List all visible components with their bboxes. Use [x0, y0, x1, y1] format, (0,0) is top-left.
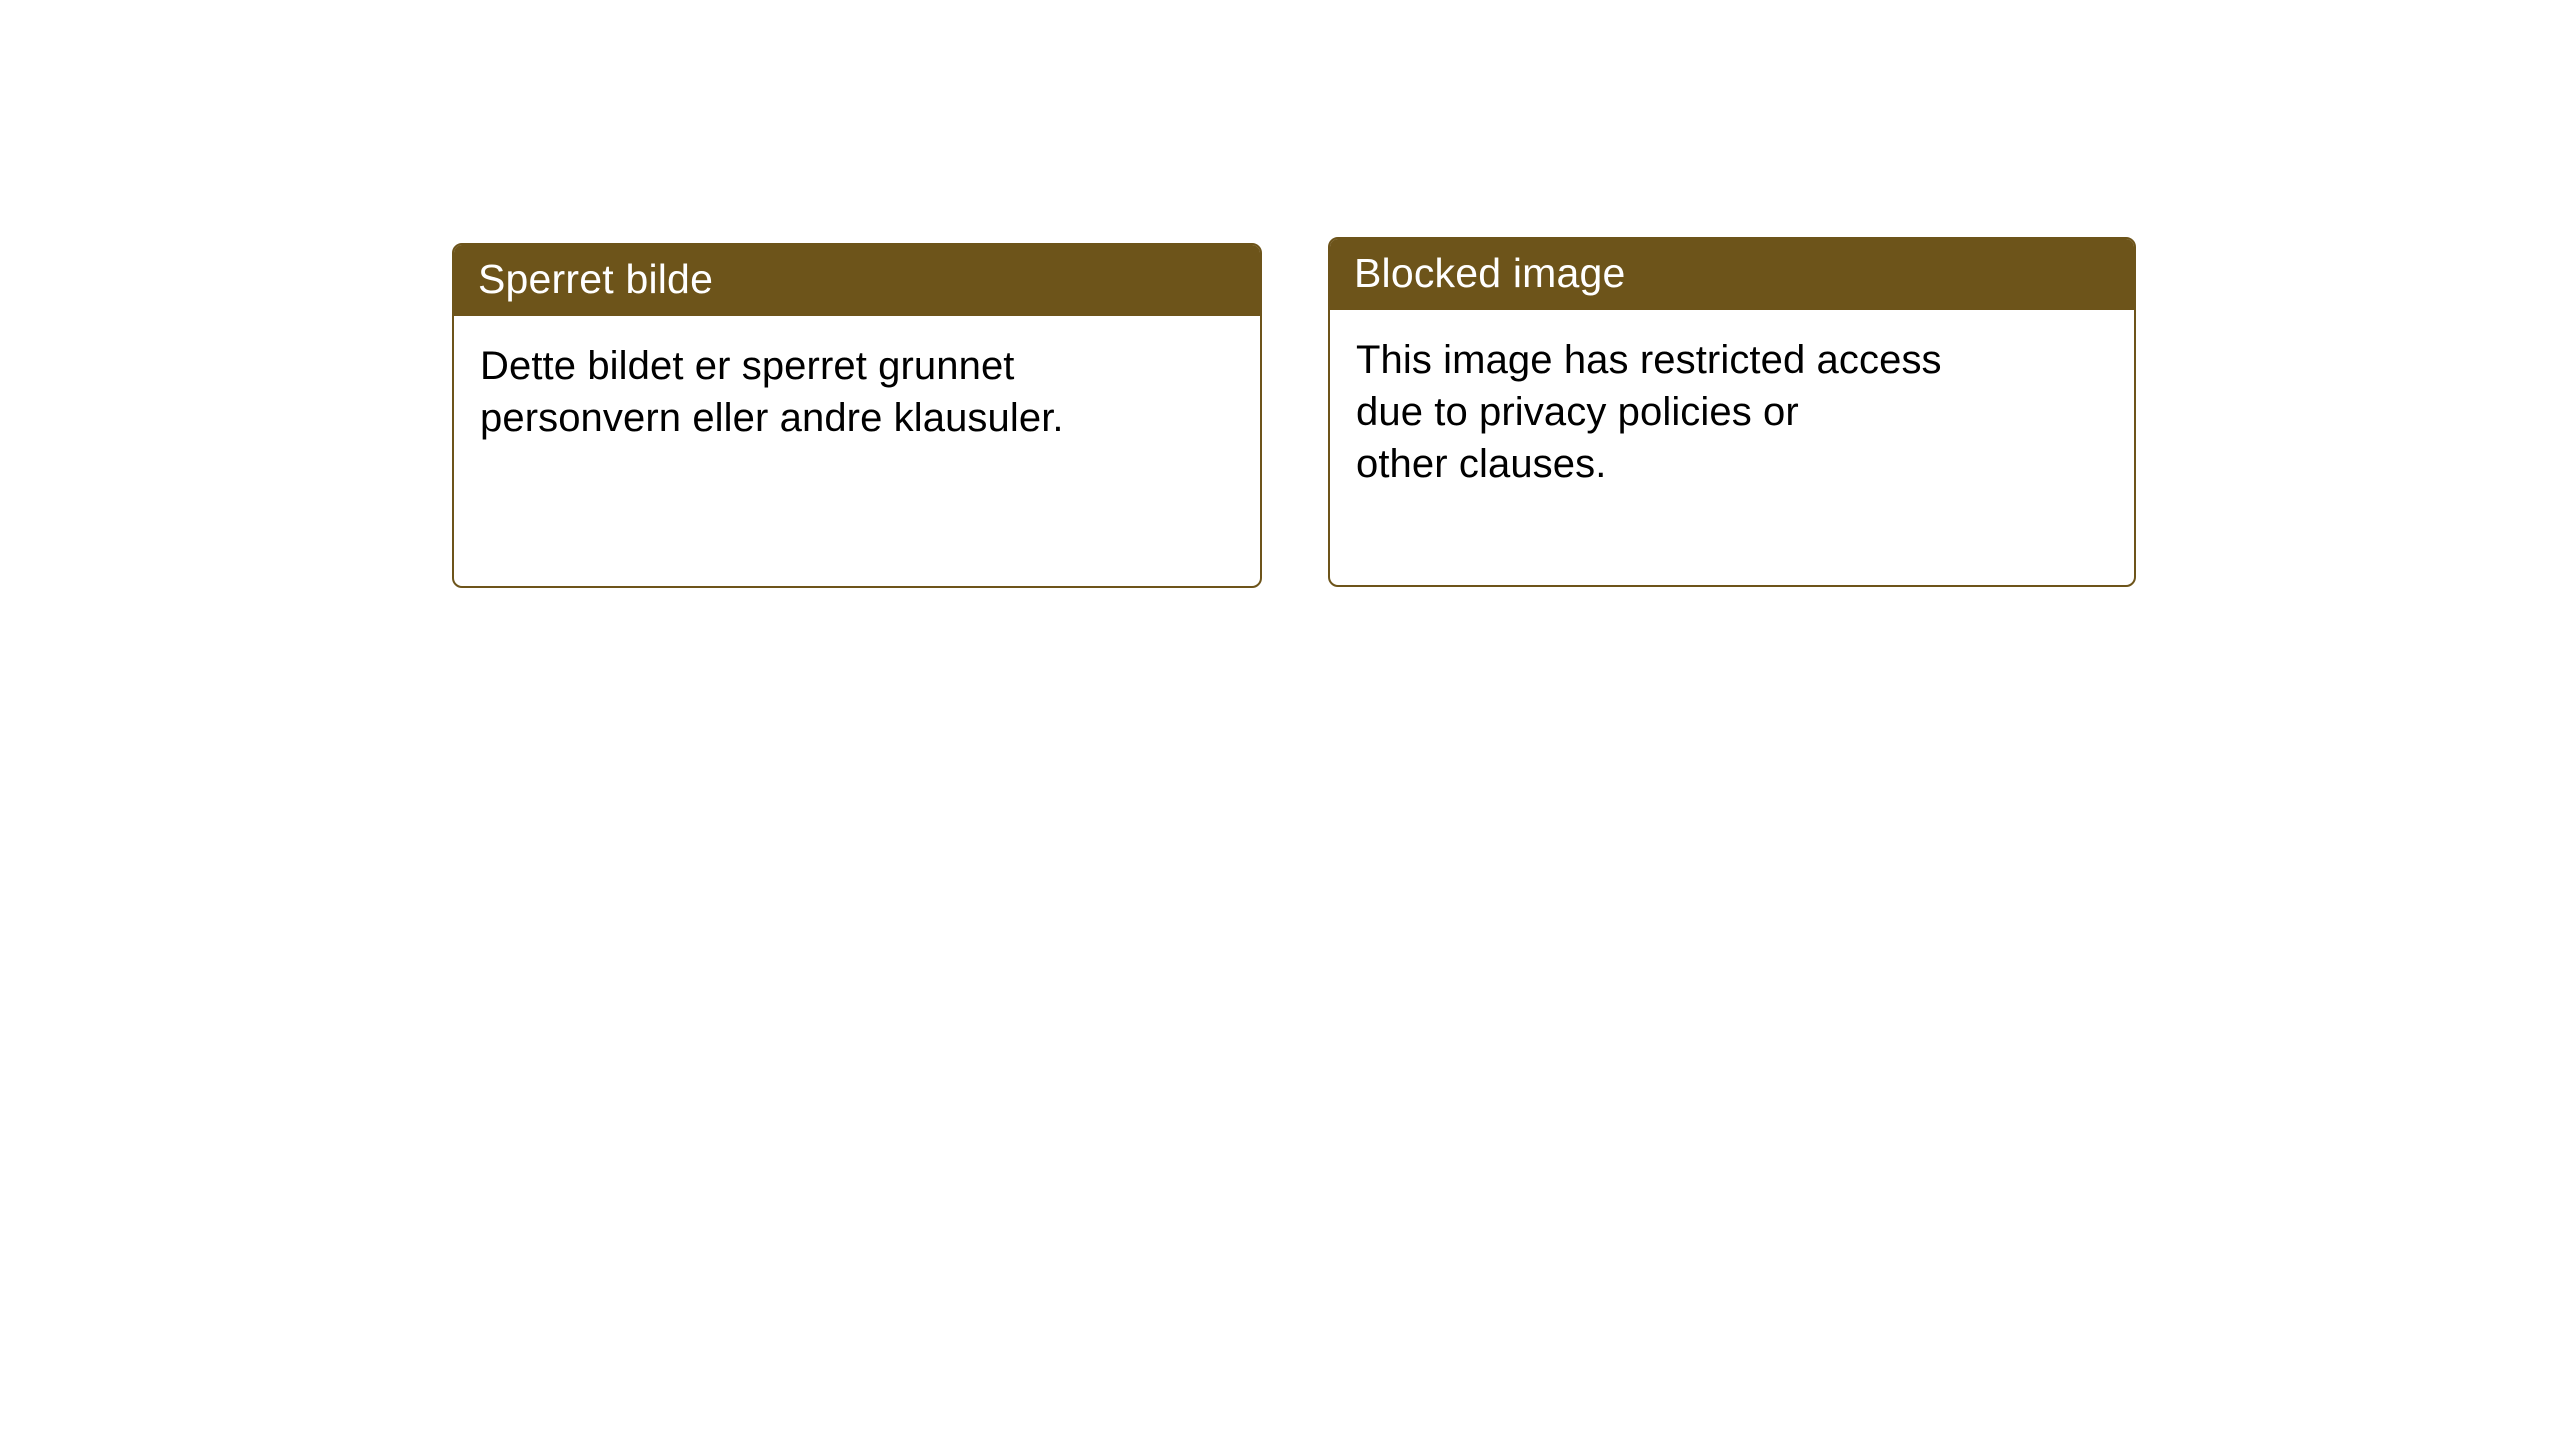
- card-body-line: due to privacy policies or: [1356, 390, 1799, 434]
- card-title-english: Blocked image: [1354, 250, 1626, 296]
- blocked-image-notice-card-english: [1328, 237, 2136, 587]
- card-body-norwegian: [454, 316, 1260, 444]
- card-body-line: personvern eller andre klausuler.: [480, 396, 1064, 440]
- card-body-line: other clauses.: [1356, 442, 1607, 486]
- card-title-norwegian: Sperret bilde: [478, 256, 714, 302]
- card-title-bar-norwegian: [454, 245, 1260, 316]
- card-title-bar-english: [1330, 239, 2134, 310]
- blocked-image-notice-card-norwegian: [452, 243, 1262, 588]
- card-body-line: This image has restricted access: [1356, 338, 1942, 382]
- card-body-english: [1330, 310, 2134, 490]
- card-body-line: Dette bildet er sperret grunnet: [480, 344, 1015, 388]
